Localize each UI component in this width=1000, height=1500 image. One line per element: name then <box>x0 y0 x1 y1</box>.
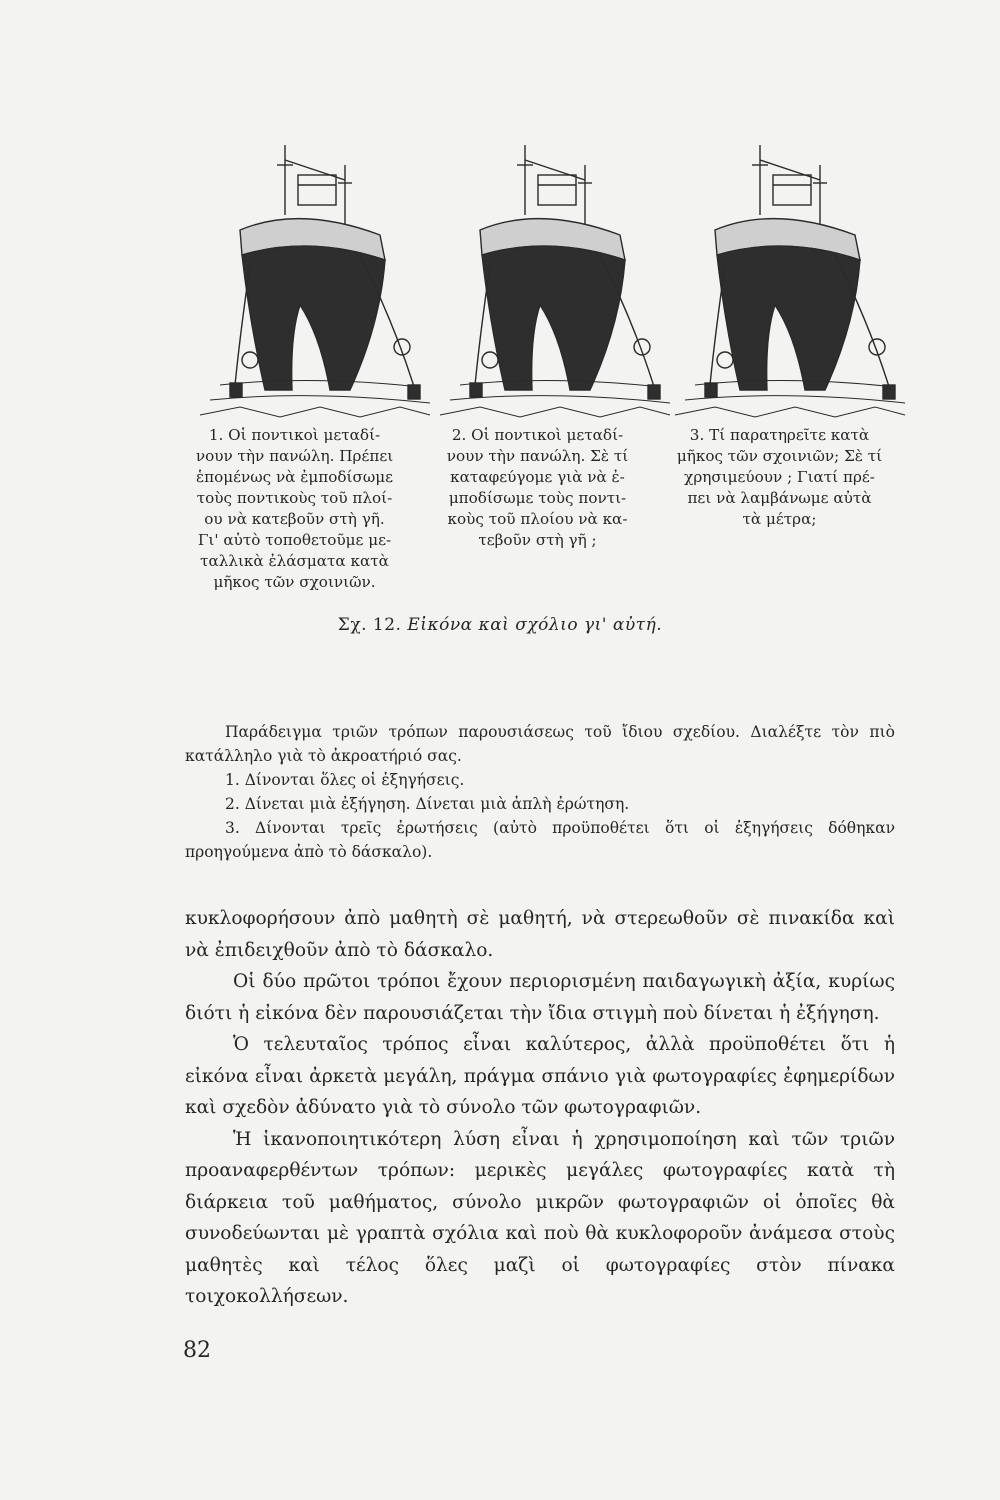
explanation-item-1: 1. Δίνονται ὅλες οἱ ἐξηγήσεις. <box>225 771 465 789</box>
figure-explanation <box>185 720 895 864</box>
explanation-item-3: 3. Δίνονται τρεῖς ἐρωτήσεις (αὐτὸ προϋποθέτει ὅτι οἱ ἐξηγήσεις δόθηκαν προηγούμενα ἀπὸ τὸ δάσκαλο). <box>185 819 895 861</box>
ship-drawing-1 <box>180 135 435 425</box>
ship-illustration-3 <box>655 135 910 425</box>
page-number: 82 <box>183 1338 211 1363</box>
figure-title: Εἰκόνα καὶ σχόλιο γι' αὐτή. <box>407 615 663 635</box>
ship-drawing-2 <box>420 135 675 425</box>
figure-label <box>0 615 1000 635</box>
ship-illustration-1 <box>180 135 435 425</box>
ship-illustration-2 <box>420 135 675 425</box>
paragraph-1: κυκλοφορήσουν ἀπὸ μαθητὴ σὲ μαθητή, νὰ στερεωθοῦν σὲ πινακίδα καὶ νὰ ἐπιδειχθοῦν ἀπὸ τὸ δάσκαλο. <box>185 908 895 961</box>
paragraph-3: Ὁ τελευταῖος τρόπος εἶναι καλύτερος, ἀλλὰ προϋποθέτει ὅτι ἡ εἰκόνα εἶναι ἀρκετὰ μεγάλη, πράγμα σπάνιο γιὰ φωτογραφίες ἐφημερίδων καὶ σχεδὸν ἀδύνατο γιὰ τὸ σύνολο τῶν φωτογραφιῶν. <box>185 1034 895 1118</box>
caption-2: 2. Οἱ ποντικοὶ μεταδί- νουν τὴν πανώλη. Σὲ τί καταφεύγομε γιὰ νὰ ἐ- μποδίσωμε τοὺς ποντι- κοὺς τοῦ πλοίου νὰ κα- τεβοῦν στὴ γῆ ; <box>446 426 629 549</box>
figure-number: Σχ. 12. <box>337 615 402 635</box>
paragraph-2: Οἱ δύο πρῶτοι τρόποι ἔχουν περιορισμένη παιδαγωγικὴ ἀξία, κυρίως διότι ἡ εἰκόνα δὲν παρουσιάζεται τὴν ἴδια στιγμὴ ποὺ δίνεται ἡ ἐξήγηση. <box>185 971 895 1024</box>
caption-3: 3. Τί παρατηρεῖτε κατὰ μῆκος τῶν σχοινιῶν; Σὲ τί χρησιμεύουν ; Γιατί πρέ- πει νὰ λαμβάνωμε αὐτὰ τὰ μέτρα; <box>676 426 883 528</box>
ship-drawing-3 <box>655 135 910 425</box>
caption-1: 1. Οἱ ποντικοὶ μεταδί- νουν τὴν πανώλη. Πρέπει ἑπομένως νὰ ἐμποδίσωμε τοὺς ποντικοὺς τοῦ πλοί- ου νὰ κατεβοῦν στὴ γῆ. Γι' αὐτὸ τοποθετοῦμε με- ταλλικὰ ἐλάσματα κατὰ μῆκος τῶν σχοινιῶν. <box>195 426 394 591</box>
paragraph-4: Ἡ ἱκανοποιητικότερη λύση εἶναι ἡ χρησιμοποίηση καὶ τῶν τριῶν προαναφερθέντων τρόπων: μερικὲς μεγάλες φωτογραφίες κατὰ τὴ διάρκεια τοῦ μαθήματος, σύνολο μικρῶν φωτογραφιῶν οἱ ὁποῖες θὰ συνοδεύωνται μὲ γραπτὰ σχόλια καὶ ποὺ θὰ κυκλοφοροῦν ἀνάμεσα στοὺς μαθητὲς καὶ τέλος ὅλες μαζὶ οἱ φωτογραφίες στὸν πίνακα τοιχοκολλήσεων. <box>185 1128 895 1307</box>
explanation-intro: Παράδειγμα τριῶν τρόπων παρουσιάσεως τοῦ ἴδιου σχεδίου. Διαλέξτε τὸν πιὸ κατάλληλο γιὰ τὸ ἀκροατήριό σας. <box>185 723 895 765</box>
body-text <box>185 903 895 1313</box>
explanation-item-2: 2. Δίνεται μιὰ ἐξήγηση. Δίνεται μιὰ ἁπλὴ ἐρώτηση. <box>225 795 630 813</box>
